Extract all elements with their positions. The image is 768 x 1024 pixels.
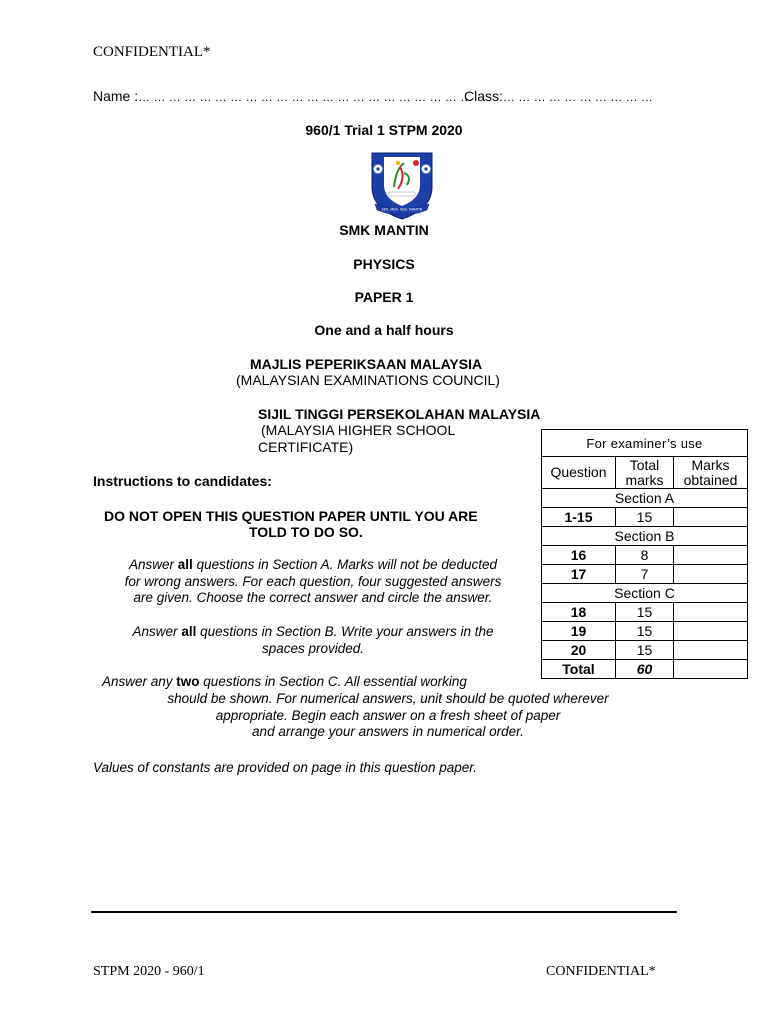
total-marks-cell: 15 [616, 603, 674, 622]
section-a-line-1: questions in Section A. Marks will not be deducted [192, 557, 497, 572]
total-value: 60 [616, 660, 674, 679]
question-cell: 17 [542, 565, 616, 584]
confidential-header: CONFIDENTIAL* [93, 44, 211, 60]
examiner-table [541, 429, 748, 679]
total-marks-cell: 15 [616, 508, 674, 527]
total-marks-cell: 15 [616, 641, 674, 660]
council-title: MAJLIS PEPERIKSAAN MALAYSIA [250, 356, 483, 372]
col-total-1: Total [629, 456, 660, 473]
section-b-row: Section B [542, 527, 748, 546]
marks-obtained-cell[interactable] [674, 603, 748, 622]
total-marks-cell: 7 [616, 565, 674, 584]
question-cell: 19 [542, 622, 616, 641]
duration: One and a half hours [314, 322, 454, 338]
section-a-bold: all [177, 557, 193, 572]
marks-obtained-cell[interactable] [674, 508, 748, 527]
instructions-heading: Instructions to candidates: [93, 473, 272, 489]
warning-line-2: TOLD TO DO SO. [249, 524, 363, 540]
certificate-title-en-2: CERTIFICATE) [258, 439, 354, 455]
section-c-line-4: and arrange your answers in numerical order. [252, 724, 524, 739]
council-title-en: (MALAYSIAN EXAMINATIONS COUNCIL) [236, 372, 500, 388]
total-obtained-cell[interactable] [674, 660, 748, 679]
marks-obtained-cell[interactable] [674, 641, 748, 660]
name-label: Name : [93, 88, 139, 104]
paper-number: PAPER 1 [354, 289, 414, 305]
class-label: Class: [464, 88, 503, 104]
total-marks-cell: 8 [616, 546, 674, 565]
col-total-2: marks [625, 471, 664, 488]
footer-confidential: CONFIDENTIAL* [546, 964, 656, 979]
class-field [464, 88, 653, 104]
certificate-title-en-1: (MALAYSIA HIGHER SCHOOL [261, 422, 456, 438]
paper-code: 960/1 Trial 1 STPM 2020 [305, 122, 463, 138]
marks-obtained-cell[interactable] [674, 546, 748, 565]
section-b-bold: all [181, 624, 197, 639]
section-b-instructions [93, 624, 533, 657]
section-c-line-2: should be shown. For numerical answers, unit should be quoted wherever [167, 691, 609, 706]
section-c-line-3: appropriate. Begin each answer on a fresh sheet of paper [215, 707, 561, 723]
footer-divider [91, 911, 677, 913]
total-marks-cell: 15 [616, 622, 674, 641]
subject-name: PHYSICS [353, 256, 415, 272]
question-cell: 16 [542, 546, 616, 565]
section-c-line-1-wrap [102, 674, 467, 691]
question-cell: 20 [542, 641, 616, 660]
col-question: Question [542, 457, 616, 489]
section-a-row: Section A [542, 489, 748, 508]
col-marks-2: obtained [683, 471, 738, 488]
name-dots: … … … … … … … … … … … … … … … … … … … … … … [138, 90, 473, 104]
section-a-line-3: are given. Choose the correct answer and circle the answer. [133, 590, 493, 605]
section-a-instructions [93, 557, 533, 607]
marks-obtained-cell[interactable] [674, 622, 748, 641]
section-a-pre: Answer [129, 557, 178, 572]
question-cell: 1-15 [542, 508, 616, 527]
marks-obtained-cell[interactable] [674, 565, 748, 584]
school-name: SMK MANTIN [339, 222, 429, 238]
total-label: Total [542, 660, 616, 679]
section-c-bold: two [176, 674, 200, 689]
section-a-line-2: for wrong answers. For each question, four suggested answers [124, 573, 502, 589]
table-row [542, 641, 748, 660]
warning-line-1: DO NOT OPEN THIS QUESTION PAPER UNTIL YOU ARE [104, 508, 478, 524]
name-field [93, 88, 472, 104]
section-b-line-1: questions in Section B. Write your answers in the [196, 624, 494, 639]
table-row [542, 546, 748, 565]
footer-left: STPM 2020 - 960/1 [93, 964, 205, 979]
col-marks-1: Marks [691, 456, 730, 473]
col-total-marks [616, 457, 674, 489]
total-row [542, 660, 748, 679]
table-row [542, 508, 748, 527]
examiner-table-title: For examiner’s use [542, 430, 748, 457]
question-cell: 18 [542, 603, 616, 622]
section-b-pre: Answer [132, 624, 182, 639]
table-row [542, 565, 748, 584]
school-crest-logo [369, 151, 435, 221]
crest-banner-text: SEK. MEN. KEB. MANTIN [381, 207, 423, 212]
section-c-row: Section C [542, 584, 748, 603]
col-marks-obtained [674, 457, 748, 489]
section-c-pre: Answer any [102, 674, 177, 689]
section-c-line-1: questions in Section C. All essential working [199, 674, 467, 689]
table-row [542, 622, 748, 641]
class-dots: … … … … … … … … … … [502, 90, 653, 104]
section-c-instructions [93, 691, 683, 741]
table-row [542, 603, 748, 622]
section-b-line-2: spaces provided. [261, 640, 365, 656]
certificate-title: SIJIL TINGGI PERSEKOLAHAN MALAYSIA [258, 406, 541, 422]
constants-note: Values of constants are provided on page in this question paper. [93, 760, 478, 775]
